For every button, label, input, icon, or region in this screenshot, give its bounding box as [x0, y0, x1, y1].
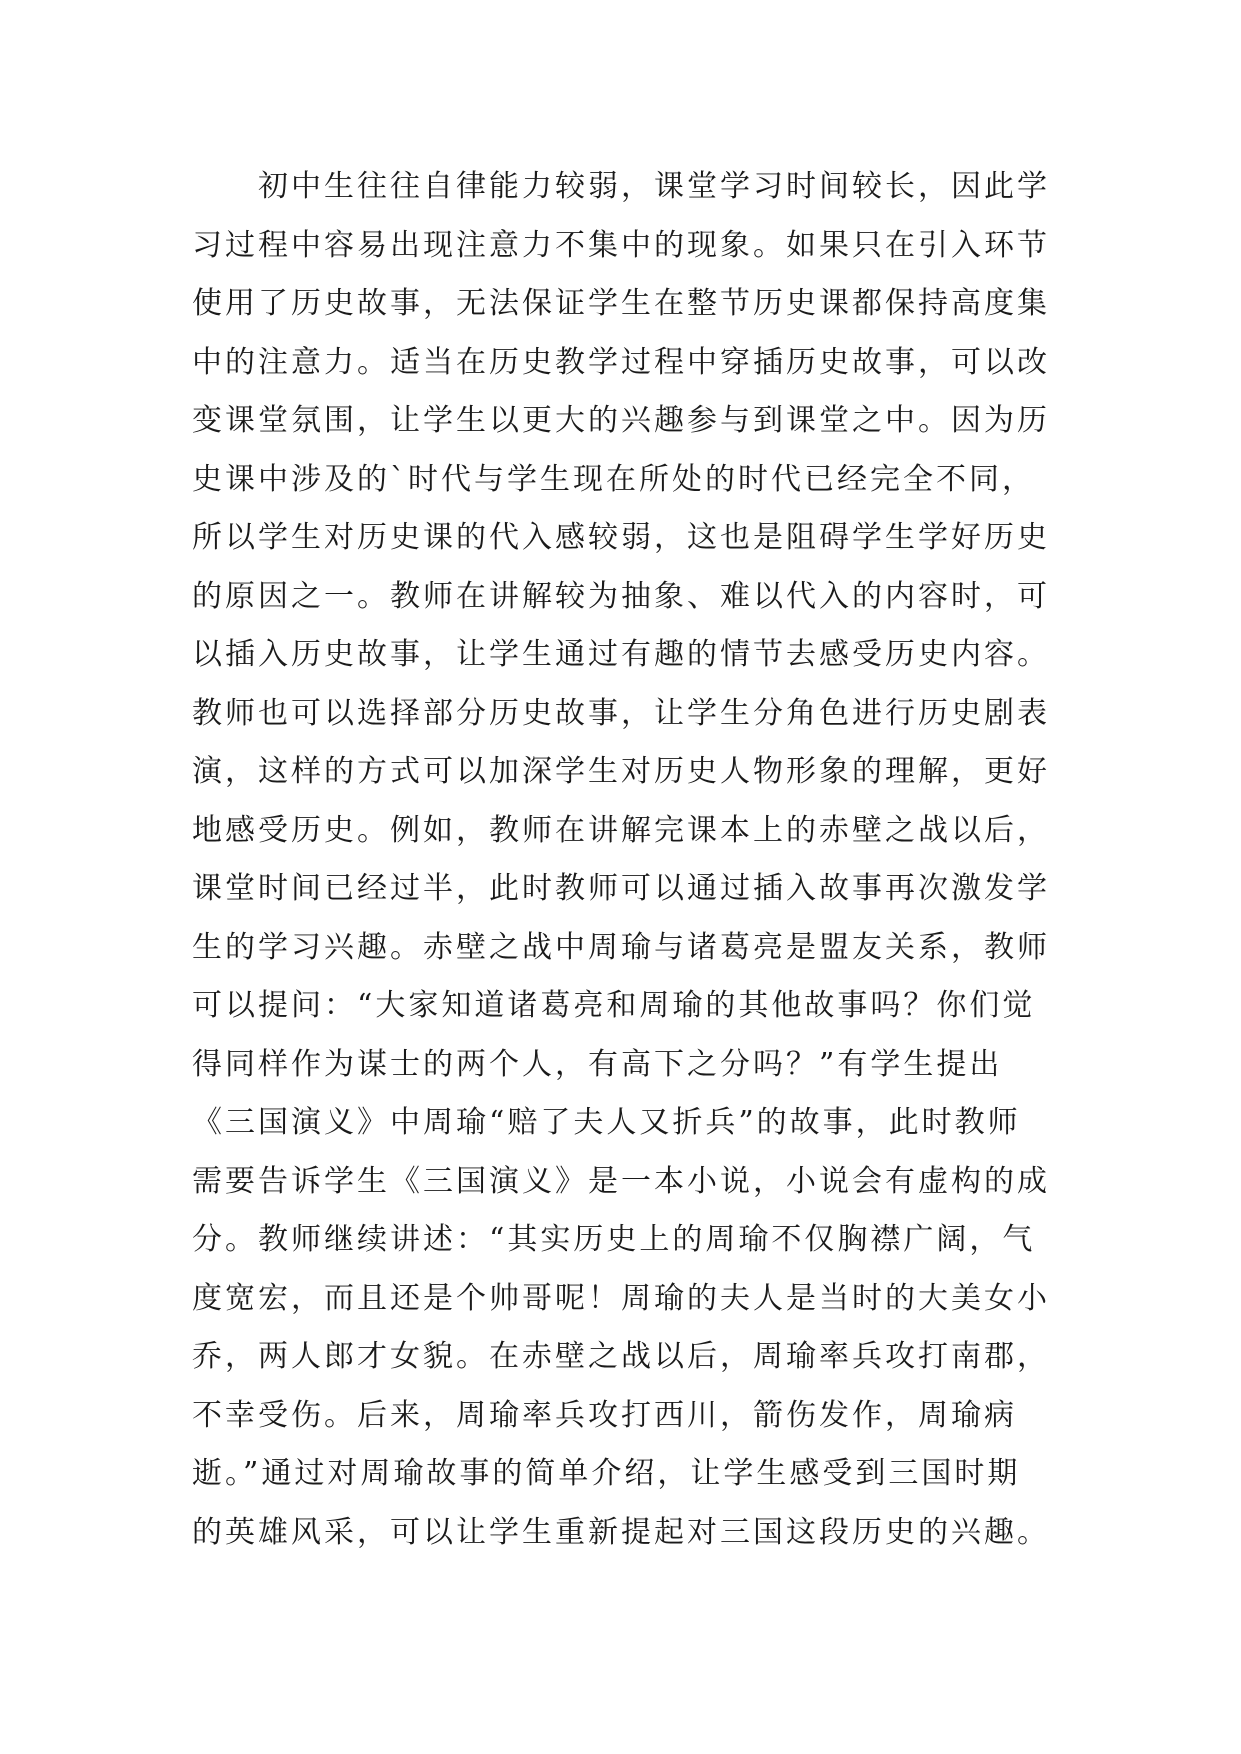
paragraph-line: 乔，两人郎才女貌。在赤壁之战以后，周瑜率兵攻打南郡，	[192, 1339, 1050, 1374]
paragraph-line: 生的学习兴趣。赤壁之战中周瑜与诸葛亮是盟友关系，教师	[192, 929, 1050, 965]
paragraph-line: 课堂时间已经过半，此时教师可以通过插入故事再次激发学	[192, 871, 1050, 906]
paragraph-line: 演，这样的方式可以加深学生对历史人物形象的理解，更好	[192, 754, 1050, 789]
paragraph-line: 得同样作为谋士的两个人，有高下之分吗？”有学生提出	[192, 1046, 1003, 1082]
paragraph-line: 教师也可以选择部分历史故事，让学生分角色进行历史剧表	[192, 695, 1050, 731]
paragraph-line: 地感受历史。例如，教师在讲解完课本上的赤壁之战以后，	[192, 812, 1050, 848]
paragraph-line: 需要告诉学生《三国演义》是一本小说，小说会有虚构的成	[192, 1163, 1050, 1199]
paragraph-line: 习过程中容易出现注意力不集中的现象。如果只在引入环节	[192, 227, 1050, 263]
body-paragraph	[192, 158, 1072, 1562]
paragraph-line: 所以学生对历史课的代入感较弱，这也是阻碍学生学好历史	[192, 520, 1050, 555]
paragraph-line: 《三国演义》中周瑜“赔了夫人又折兵”的故事，此时教师	[192, 1105, 1021, 1140]
paragraph-line: 度宽宏，而且还是个帅哥呢！周瑜的夫人是当时的大美女小	[192, 1280, 1050, 1316]
paragraph-line: 的英雄风采，可以让学生重新提起对三国这段历史的兴趣。	[192, 1514, 1050, 1550]
paragraph-line: 以插入历史故事，让学生通过有趣的情节去感受历史内容。	[192, 637, 1050, 672]
paragraph-line: 逝。”通过对周瑜故事的简单介绍，让学生感受到三国时期	[192, 1456, 1021, 1491]
paragraph-line: 初中生往往自律能力较弱，课堂学习时间较长，因此学	[258, 169, 1050, 204]
paragraph-line: 使用了历史故事，无法保证学生在整节历史课都保持高度集	[192, 286, 1050, 321]
paragraph-line: 的原因之一。教师在讲解较为抽象、难以代入的内容时，可	[192, 578, 1050, 614]
paragraph-line: 中的注意力。适当在历史教学过程中穿插历史故事，可以改	[192, 344, 1050, 380]
paragraph-line: 变课堂氛围，让学生以更大的兴趣参与到课堂之中。因为历	[192, 403, 1050, 438]
paragraph-line: 史课中涉及的`时代与学生现在所处的时代已经完全不同，	[192, 461, 1035, 497]
paragraph-line: 分。教师继续讲述：“其实历史上的周瑜不仅胸襟广阔，气	[192, 1222, 1036, 1257]
paragraph-line: 不幸受伤。后来，周瑜率兵攻打西川，箭伤发作，周瑜病	[192, 1397, 1017, 1433]
paragraph-line: 可以提问：“大家知道诸葛亮和周瑜的其他故事吗？你们觉	[192, 988, 1036, 1023]
